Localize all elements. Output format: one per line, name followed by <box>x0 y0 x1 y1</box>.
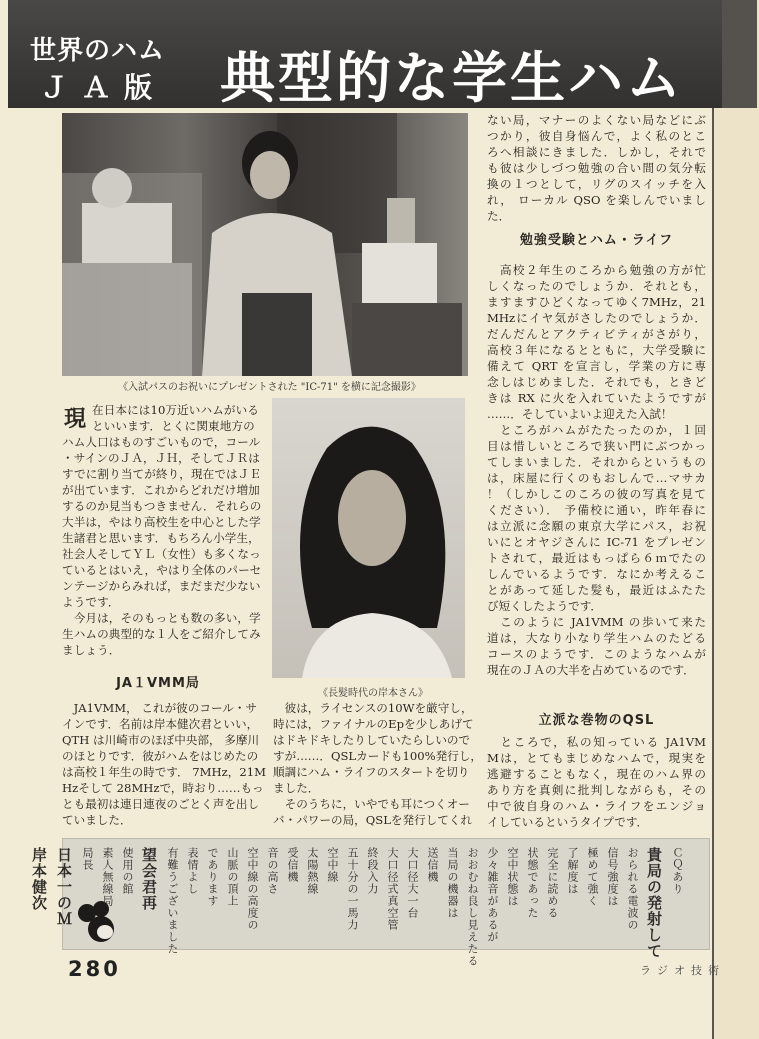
text-line: MHzにイヤ気がさしたのでしょうか． <box>487 311 706 325</box>
text-line: インです．名前は岸本健次君といい， <box>62 717 259 731</box>
qsl-handwriting-columns <box>29 847 685 967</box>
text-line: ますますひどくなってゆく7MHz，21 <box>487 295 706 309</box>
text-line: ！（しかしこのころの彼の写真を見て <box>487 487 706 501</box>
left-column-body <box>62 700 266 828</box>
text-line: だんだんとアクティビティがさがり， <box>487 327 706 341</box>
qsl-handwritten-line: 空中線の高度の <box>246 847 259 931</box>
text-line: 念しはじめました．それでも，ときど <box>487 375 706 389</box>
qsl-handwritten-line: 局長 <box>81 847 94 871</box>
qsl-handwritten-line: 表情よし <box>186 847 199 895</box>
text-line: ましょう． <box>62 643 121 657</box>
text-line: び短くしたようです． <box>487 599 603 613</box>
qsl-handwritten-line: 日本一のＭ <box>55 847 73 927</box>
text-line: てしまいました．それからというもの <box>487 455 706 469</box>
text-line: 彼は，ライセンスの10Wを厳守し， <box>273 701 473 715</box>
series-title-line1: 世界のハム <box>30 36 166 66</box>
qsl-handwritten-line: 極めて強く <box>586 847 599 907</box>
text-line: 社会人そしてＹＬ（女性）も多くなっ <box>62 547 261 561</box>
section-heading-qsl: 立派な巻物のQSL <box>538 713 655 728</box>
qsl-handwritten-line: 了解度は <box>566 847 579 895</box>
handwritten-qsl-scroll-image <box>30 838 710 967</box>
qsl-handwritten-line: 空中線 <box>326 847 339 883</box>
adjacent-page-edge <box>712 0 759 1039</box>
text-line: しんでいるようです．なにか考えるこ <box>487 567 706 581</box>
text-line: 時には，ファイナルのEpを少しあげて <box>273 717 474 731</box>
text-line: Hzそして 28MHzで，時おり……もっ <box>62 781 264 795</box>
qsl-handwritten-line: 音の高さ <box>266 847 279 895</box>
text-line: コースのようです．このようなハムが <box>487 647 706 661</box>
text-line: 在日本には10万近いハムがいる <box>92 403 259 417</box>
qsl-handwritten-line: 貴局の発射して <box>645 847 663 959</box>
middle-column-body <box>273 700 483 828</box>
text-line: とがあって延した髪も，最近はふたた <box>487 583 706 597</box>
qsl-handwritten-line: おおむね良し見えたる <box>466 847 479 967</box>
qsl-handwritten-line: 完全に読める <box>546 847 559 919</box>
text-line: ところがハムがたたったのか，１回 <box>487 423 706 437</box>
text-line: はドキドキしたりしていたらしいので <box>273 733 471 747</box>
text-line: 換の１つとして，リグのスイッチを入 <box>487 177 706 191</box>
qsl-handwritten-line: であります <box>206 847 219 907</box>
left-column-intro <box>62 402 262 658</box>
text-line: 現在のＪＡの大半を占めているのです． <box>487 663 695 677</box>
text-line: 今月は，そのもっとも数の多い，学 <box>62 611 261 625</box>
photo-long-hair-portrait <box>272 398 465 678</box>
text-line: は立派に念願の東京大学にパス，お祝 <box>487 519 706 533</box>
qsl-handwritten-line: 受信機 <box>286 847 299 883</box>
text-line: 道は，大なり小なり学生ハムのたどる <box>487 631 706 645</box>
qsl-handwritten-line: 信号強度は <box>606 847 619 907</box>
text-line: ていました． <box>62 813 132 827</box>
series-title-line2: ＪＡ版 <box>40 71 167 104</box>
qsl-handwritten-line: 終段入力 <box>366 847 379 895</box>
qsl-handwritten-line: 状態であった <box>526 847 539 919</box>
text-line: すでに割り当てが終り，現在ではＪＥ <box>62 467 262 481</box>
text-line: とも最初は連日連夜のごとく声を出し <box>62 797 260 811</box>
qsl-handwritten-line: 大口径式真空管 <box>386 847 399 931</box>
magazine-name: ラジオ技術 <box>640 964 725 977</box>
text-line: は高校１年生の時です． 7MHz，21M <box>62 765 266 779</box>
qsl-handwritten-line: 有難うございました <box>166 847 179 955</box>
text-line: バ・パワーの局，QSLを発行してくれ <box>273 813 473 827</box>
text-line: ました． <box>273 781 320 795</box>
photo2-illustration <box>272 398 465 678</box>
qsl-handwritten-line: 送信機 <box>426 847 439 883</box>
qsl-handwritten-line: 太陽熱線 <box>306 847 319 895</box>
text-line: ください）． 予備校に通い，昨年春に <box>487 503 706 517</box>
text-line: ハム人口はものすごいもので，コール <box>62 435 261 449</box>
text-line: ろへ相談にきました．しかし，それで <box>487 145 706 159</box>
qsl-handwritten-line: 望会君再 <box>140 847 158 911</box>
right-column-middle <box>487 262 706 678</box>
text-line: 大半は，やはり高校生を中心とした学 <box>62 515 261 529</box>
qsl-handwritten-line: 使用の館 <box>121 847 134 895</box>
text-line: 備えて QRT を宣言し，学業の方に専 <box>487 359 706 373</box>
qsl-handwritten-line: ＣＱあり <box>671 847 684 895</box>
text-line: ようです． <box>62 595 120 609</box>
text-line: ない局，マナーのよくない局などにぶ <box>487 113 706 127</box>
text-line: すが……．QSLカードも100%発行し， <box>273 749 483 763</box>
right-column-bottom <box>487 734 706 830</box>
photo1-illustration <box>62 113 468 376</box>
text-line: トされて，最近はもっぱら６ｍでたの <box>487 551 706 565</box>
section-heading-ja1vmm: JA１VMM局 <box>116 676 200 691</box>
text-line: つかり，彼自身悩んで，よく私のとこ <box>487 129 706 143</box>
text-line: そのうちに，いやでも耳につくオー <box>273 797 470 811</box>
text-line: 目は惜しいところで狭い門にぶつかっ <box>487 439 706 453</box>
drop-cap: 現 <box>64 407 87 432</box>
text-line: のほとりです．彼がハムをはじめたの <box>62 749 259 763</box>
text-line: 逃避することもなく，現在のハム界の <box>487 767 706 781</box>
text-line: ・サインのＪＡ，ＪＨ，そしてＪＲは <box>62 451 260 465</box>
article-title: 典型的な学生ハム <box>220 46 685 110</box>
qsl-handwritten-line: 五十分の一馬力 <box>346 847 359 931</box>
text-line: このように JA1VMM の歩いて来た <box>487 615 706 629</box>
text-line: 生諸君と思います．もちろん小学生， <box>62 531 260 545</box>
photo-student-with-radio <box>62 113 468 376</box>
qsl-handwritten-line: 少々雑音があるが <box>486 847 499 943</box>
text-line: ているとはいえ，やはり全体のパーセ <box>62 563 262 577</box>
section-heading-study-exam: 勉強受験とハム・ライフ <box>519 233 674 248</box>
qsl-handwritten-line: 当局の機器は <box>446 847 459 919</box>
text-line: が出ています．これからどれだけ増加 <box>62 483 260 497</box>
qsl-handwritten-line: 素人無線局 <box>101 847 114 907</box>
text-line: イしているというタイプです． <box>487 815 649 829</box>
qsl-handwritten-line: おられる電波の <box>626 847 639 931</box>
text-line: 生ハムの典型的な１人をご紹介してみ <box>62 627 261 641</box>
text-line: は，床屋に行くのもおしんで…マサカ <box>487 471 706 485</box>
text-line: JA1VMM， これが彼のコール・サ <box>62 701 258 715</box>
text-line: あり方を真剣に批判しながらも，その <box>487 783 706 797</box>
text-line: ンテージからみれば，まだまだ少ない <box>62 579 261 593</box>
text-line: きは RX に火を入れていたようですが <box>487 391 706 405</box>
right-column-top <box>487 112 706 224</box>
qsl-handwritten-line: 岸本健次 <box>30 847 48 911</box>
text-line: れ， ローカル QSO を楽しんでいまし <box>487 193 706 207</box>
qsl-handwritten-line: 大口径大一台 <box>406 847 419 919</box>
text-line: しくなったのでしょうか．それとも， <box>487 279 706 293</box>
text-line: 高校３年になるとともに，大学受験に <box>487 343 706 357</box>
text-line: といいます．とくに関東地方の <box>92 419 255 433</box>
photo1-caption: 《入試パスのお祝いにプレゼントされた "IC-71" を横に記念撮影》 <box>118 382 421 393</box>
qsl-handwritten-line: 空中状態は <box>506 847 519 907</box>
text-line: 順調にハム・ライフのスタートを切り <box>273 765 470 779</box>
photo2-caption: 《長髪時代の岸本さん》 <box>318 688 428 699</box>
qsl-handwritten-line: 山脈の頂上 <box>226 847 239 907</box>
text-line: いにとオヤジさんに IC-71 をプレゼン <box>487 535 706 549</box>
text-line: QTH は川崎市のほぼ中央部， 多摩川 <box>62 733 260 747</box>
text-line: 高校２年生のころから勉強の方が忙 <box>487 263 706 277</box>
page-number: 280 <box>68 957 121 981</box>
text-line: Mは，とてもまじめなハムで，現実を <box>487 751 706 765</box>
text-line: ところで，私の知っている JA1VM <box>487 735 706 749</box>
text-line: も彼は少しづつ勉強の合い間の気分転 <box>487 161 706 175</box>
text-line: 中で彼自身のハム・ライフをエンジョ <box>487 799 706 813</box>
text-line: ……．そしていよいよ迎えた入試！ <box>487 407 673 421</box>
text-line: た． <box>487 209 511 223</box>
text-line: するのか見当もつきません．それらの <box>62 499 262 513</box>
